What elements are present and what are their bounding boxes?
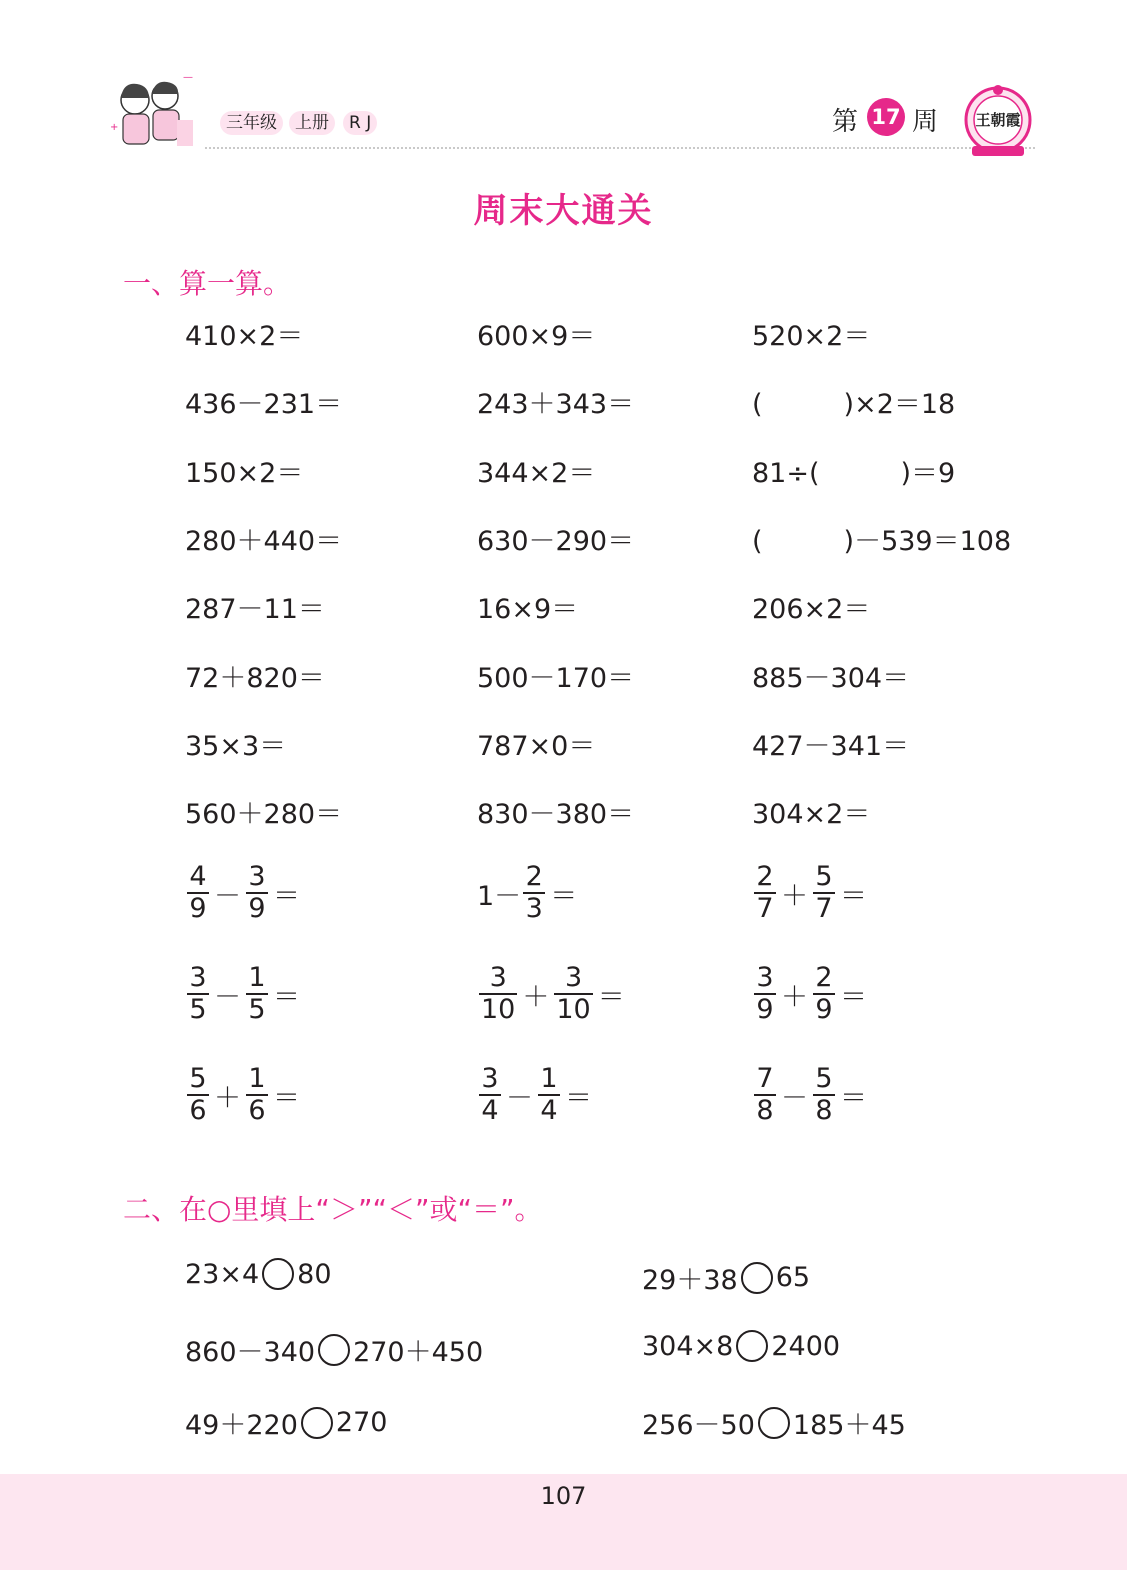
fraction (754, 1064, 776, 1126)
comparison-left: 49＋220 (185, 1410, 298, 1441)
comparison-problem (185, 1258, 332, 1290)
fraction (246, 1064, 268, 1126)
fraction-numerator: 3 (248, 861, 266, 892)
fraction-numerator: 3 (189, 962, 207, 993)
calc-problem: 787×0＝ (477, 730, 596, 762)
fraction-denominator: 7 (756, 893, 774, 924)
calc-problem: 500－170＝ (477, 662, 635, 694)
fraction (246, 963, 268, 1025)
cartoon-children-illustration (105, 70, 205, 155)
comparison-problem (185, 1403, 387, 1442)
fraction-problem (752, 963, 870, 1025)
week-prefix: 第 (832, 107, 859, 137)
svg-text:—: — (183, 72, 193, 83)
answer-circle[interactable] (736, 1330, 768, 1362)
fraction (187, 963, 209, 1025)
week-suffix: 周 (912, 107, 939, 137)
fraction (813, 1064, 835, 1126)
edition-tag: R J (343, 111, 377, 135)
calc-problem: 243＋343＝ (477, 389, 635, 421)
operator: － (214, 981, 241, 1013)
operator: ＋ (522, 981, 550, 1013)
fraction (479, 963, 517, 1025)
calc-problem: 344×2＝ (477, 457, 596, 489)
fraction-denominator: 5 (248, 994, 266, 1025)
fraction (554, 963, 592, 1025)
fraction-denominator: 7 (815, 893, 833, 924)
fraction-problem (477, 963, 628, 1025)
fraction-denominator: 9 (248, 893, 266, 924)
answer-circle[interactable] (262, 1258, 294, 1290)
fraction-numerator: 5 (815, 1063, 833, 1094)
fraction-denominator: 9 (756, 994, 774, 1025)
fraction-numerator: 5 (189, 1063, 207, 1094)
fraction-denominator: 4 (540, 1095, 558, 1126)
svg-text:+: + (110, 122, 119, 133)
fraction-denominator: 4 (481, 1095, 499, 1126)
operator: － (506, 1082, 533, 1114)
fraction (813, 963, 835, 1025)
fraction (538, 1064, 560, 1126)
fraction-lead-term: 1－ (477, 880, 522, 912)
comparison-problem (642, 1330, 840, 1362)
comparison-right: 65 (775, 1262, 811, 1293)
fraction-numerator: 3 (481, 1063, 499, 1094)
calc-problem: 280＋440＝ (185, 525, 343, 557)
equals-sign: ＝ (273, 1082, 300, 1114)
fraction-numerator: 3 (489, 962, 507, 993)
calc-problem: 630－290＝ (477, 525, 635, 557)
comparison-right: 270 (335, 1407, 388, 1438)
fraction (813, 862, 835, 924)
calc-problem: 16×9＝ (477, 594, 579, 626)
fraction-denominator: 8 (815, 1095, 833, 1126)
comparison-left: 23×4 (185, 1258, 260, 1290)
fraction-numerator: 3 (564, 962, 583, 993)
calc-problem: ( )－539＝108 (752, 525, 1012, 557)
operator: － (214, 880, 241, 912)
calc-problem: 427－341＝ (752, 730, 910, 762)
comparison-right: 270＋450 (353, 1337, 484, 1368)
fraction-denominator: 5 (189, 994, 207, 1025)
fraction-problem (477, 862, 580, 924)
comparison-problem (642, 1258, 810, 1297)
comparison-right: 185＋45 (792, 1410, 906, 1441)
fraction-numerator: 1 (248, 962, 266, 993)
fraction-numerator: 5 (815, 861, 833, 892)
fraction-denominator: 9 (189, 893, 207, 924)
fraction-numerator: 2 (525, 861, 543, 892)
header-divider (205, 147, 1035, 149)
calc-problem: 35×3＝ (185, 730, 287, 762)
equals-sign: ＝ (840, 981, 867, 1013)
answer-circle[interactable] (741, 1262, 773, 1294)
fraction (187, 1064, 209, 1126)
fraction-problem (185, 963, 303, 1025)
equals-sign: ＝ (273, 880, 300, 912)
calc-problem: 436－231＝ (185, 389, 343, 421)
fraction-problem (752, 862, 870, 924)
equals-sign: ＝ (565, 1082, 592, 1114)
comparison-left: 860－340 (185, 1337, 316, 1368)
comparison-problem (185, 1330, 483, 1369)
comparison-left: 304×8 (642, 1330, 734, 1362)
brand-seal (962, 80, 1034, 158)
section-1-heading: 一、算一算。 (123, 267, 292, 300)
calc-problem: 150×2＝ (185, 457, 304, 489)
calc-problem: 304×2＝ (752, 799, 871, 831)
fraction-numerator: 1 (248, 1063, 266, 1094)
comparison-problem (642, 1403, 906, 1442)
fraction-denominator: 6 (189, 1095, 207, 1126)
calc-problem: 81÷( )＝9 (752, 457, 956, 489)
equals-sign: ＝ (597, 981, 625, 1013)
comparison-right: 2400 (771, 1330, 841, 1362)
fraction-problem (752, 1064, 870, 1126)
equals-sign: ＝ (550, 880, 578, 912)
equals-sign: ＝ (840, 1082, 867, 1114)
fraction (523, 862, 545, 924)
operator: － (781, 1082, 808, 1114)
fraction (187, 862, 209, 924)
page-number: 107 (540, 1482, 587, 1510)
calc-problem: 885－304＝ (752, 662, 910, 694)
fraction (479, 1064, 501, 1126)
fraction-problem (477, 1064, 595, 1126)
operator: ＋ (781, 880, 808, 912)
fraction-denominator: 10 (556, 994, 591, 1025)
operator: ＋ (214, 1082, 241, 1114)
page-title: 周末大通关 (473, 191, 654, 231)
answer-circle[interactable] (758, 1407, 790, 1439)
calc-problem: 560＋280＝ (185, 799, 343, 831)
comparison-left: 256－50 (642, 1410, 755, 1441)
equals-sign: ＝ (840, 880, 867, 912)
fraction-numerator: 3 (756, 962, 774, 993)
seal-text: 王朝霞 (975, 111, 1021, 129)
fraction-problem (185, 1064, 303, 1126)
calc-problem: 520×2＝ (752, 321, 871, 352)
fraction (754, 963, 776, 1025)
fraction-denominator: 10 (481, 994, 516, 1025)
fraction-problem (185, 862, 303, 924)
fraction-numerator: 1 (540, 1063, 558, 1094)
fraction-denominator: 3 (525, 893, 543, 924)
fraction-numerator: 2 (756, 861, 774, 892)
fraction-numerator: 2 (815, 962, 833, 993)
fraction-denominator: 6 (248, 1095, 266, 1126)
operator: ＋ (781, 981, 808, 1013)
fraction-denominator: 9 (815, 994, 833, 1025)
grade-tag: 三年级 (220, 111, 283, 135)
fraction-numerator: 7 (756, 1063, 774, 1094)
fraction (754, 862, 776, 924)
calc-problem: ( )×2＝18 (752, 389, 956, 421)
comparison-left: 29＋38 (642, 1265, 738, 1296)
calc-problem: 206×2＝ (752, 594, 871, 626)
fraction (246, 862, 268, 924)
answer-circle[interactable] (301, 1407, 333, 1439)
volume-tag: 上册 (289, 111, 335, 135)
calc-problem: 287－11＝ (185, 594, 325, 626)
fraction-numerator: 4 (189, 861, 207, 892)
calc-problem: 410×2＝ (185, 321, 304, 352)
week-number-badge: 17 (867, 98, 905, 136)
equals-sign: ＝ (273, 981, 300, 1013)
calc-problem: 72＋820＝ (185, 662, 325, 694)
answer-circle[interactable] (318, 1334, 350, 1366)
comparison-right: 80 (297, 1258, 332, 1290)
fraction-denominator: 8 (756, 1095, 774, 1126)
section-2-heading: 二、在○里填上“＞”“＜”或“＝”。 (123, 1193, 543, 1226)
calc-problem: 830－380＝ (477, 799, 635, 831)
calc-problem: 600×9＝ (477, 321, 596, 352)
